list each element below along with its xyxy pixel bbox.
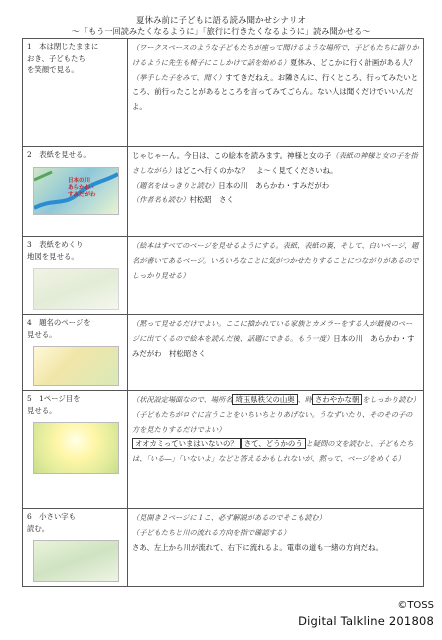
instruction-text: （表紙の神様と女の子を指さしながら） (132, 151, 418, 175)
step-cell (23, 315, 128, 391)
instruction-text: （黙って見せるだけでよい。ここに描かれている家族とカメラーをする人が最後のページに出てくるので絵本を読んだ後、話題にできる。もう一度） (132, 319, 413, 343)
step-cell (23, 509, 128, 587)
step-text: 1 本は閉じたままに おき、子どもたち を笑顔で見る。 (27, 42, 99, 74)
step-cell (23, 391, 128, 509)
table-row (23, 391, 424, 509)
instruction-text: （ワークスペースのような子どもたちが座って聞けるような場所で、子どもたちに語りかけるように先生も椅子にこしかけて話を始める） (132, 43, 419, 67)
place-name: 埼玉県秩父の山奥 (232, 394, 297, 405)
cover-title-text: 日本の川 あらかわ・ すみだがわ (68, 177, 96, 198)
spoken-line: さあ、左上から川が流れて、右下に流れるよ。電車の道も一緒の方向だね。 (132, 542, 383, 552)
instruction-text: （挙手した子をみて、聞く） (132, 72, 226, 82)
table-row (23, 509, 424, 587)
instruction-text: 、時 (297, 395, 313, 404)
instruction-text: （見開き２ページに１こ、必ず解説があるのでそこも読む） (132, 513, 326, 522)
copyright-text: ©TOSS (397, 600, 434, 611)
spoken-line: はどこへ行くのかな？ よ〜く見てくださいね。 (175, 165, 338, 175)
content-cell (128, 315, 424, 391)
content-cell (128, 237, 424, 315)
document-subtitle: ～「もう一回読みたくなるように」「旅行に行きたくなるように」読み聞かせる～ (71, 26, 371, 36)
step-text: 3 表紙をめくり 地図を見せる。 (27, 240, 84, 261)
instruction-text: と疑問の文を読むと、子どもたちは、「いる―」「いないよ」などと答えるかもしれないが、黙って、ページをめくる） (132, 439, 414, 464)
title-page-image (33, 346, 119, 386)
scenario-table (22, 38, 424, 587)
instruction-text: をしっかり読む）（子どもたちがロぐに言うことをいちいちとりあげない。うなずいたり、そのその子の方を見たりするだけでよい） (132, 395, 417, 434)
book-cover-image (33, 167, 119, 215)
table-row (23, 147, 424, 237)
first-page-image (33, 422, 119, 474)
step-cell (23, 147, 128, 237)
step-text: 6 小さい字も 読む。 (27, 512, 77, 533)
content-cell (128, 391, 424, 509)
time-phrase: さわやかな朝 (312, 394, 362, 405)
spoken-line: 日本の川 あらかわ・すみだがわ (218, 180, 330, 190)
document-title: 夏休み前に子どもに語る読み聞かせシナリオ (136, 16, 306, 26)
map-page-image (33, 268, 119, 310)
step-text: 2 表紙を見せる。 (27, 150, 91, 159)
step-cell (23, 237, 128, 315)
spoken-line: 村松昭 さく (189, 195, 234, 205)
instruction-text: （子どもたちと川の流れる方向を指で確認する） (132, 527, 291, 537)
source-text: Digital Talkline 201808 (298, 614, 434, 628)
instruction-text: （絵本はすべてのページを見せるようにする。表紙、表紙の裏、そして、白いページ、題名が書いてあるページ。いろいろなことに気がつかせたりすることにつながりがあるのでしっかり見せる） (132, 241, 419, 280)
content-cell (128, 39, 424, 147)
second-page-image (33, 540, 119, 582)
spoken-line: さて、どうかのう (241, 438, 306, 449)
spoken-line: 夏休み、どこかに行く計画がある人？ (290, 57, 417, 67)
table-row (23, 237, 424, 315)
step-text: 4 題名のページを 見せる。 (27, 318, 91, 339)
content-cell (128, 509, 424, 587)
table-row (23, 315, 424, 391)
step-text: 5 1ページ目を 見せる。 (27, 394, 81, 415)
spoken-line: じゃじゃーん。今日は、この絵本を読みます。神様と女の子 (132, 151, 332, 160)
instruction-text: （状況設定場面なので、場所名 (132, 395, 233, 404)
instruction-text: （題名をはっきりと読む） (132, 180, 219, 190)
table-row (23, 39, 424, 147)
spoken-line: すてきだねえ。お隣さんに、行くところ、行ってみたいところ、前行ったことがあるところを言ってみてごらん。ない人は聞くだけでいいんだよ。 (132, 72, 419, 112)
spoken-line: 日本の川 あらかわ・すみだがわ 村松昭さく (132, 333, 415, 358)
content-cell (128, 147, 424, 237)
spoken-line: オオカミっていまはいないの？ (132, 438, 241, 449)
instruction-text: （作者名も読む） (132, 195, 190, 205)
step-cell (23, 39, 128, 147)
